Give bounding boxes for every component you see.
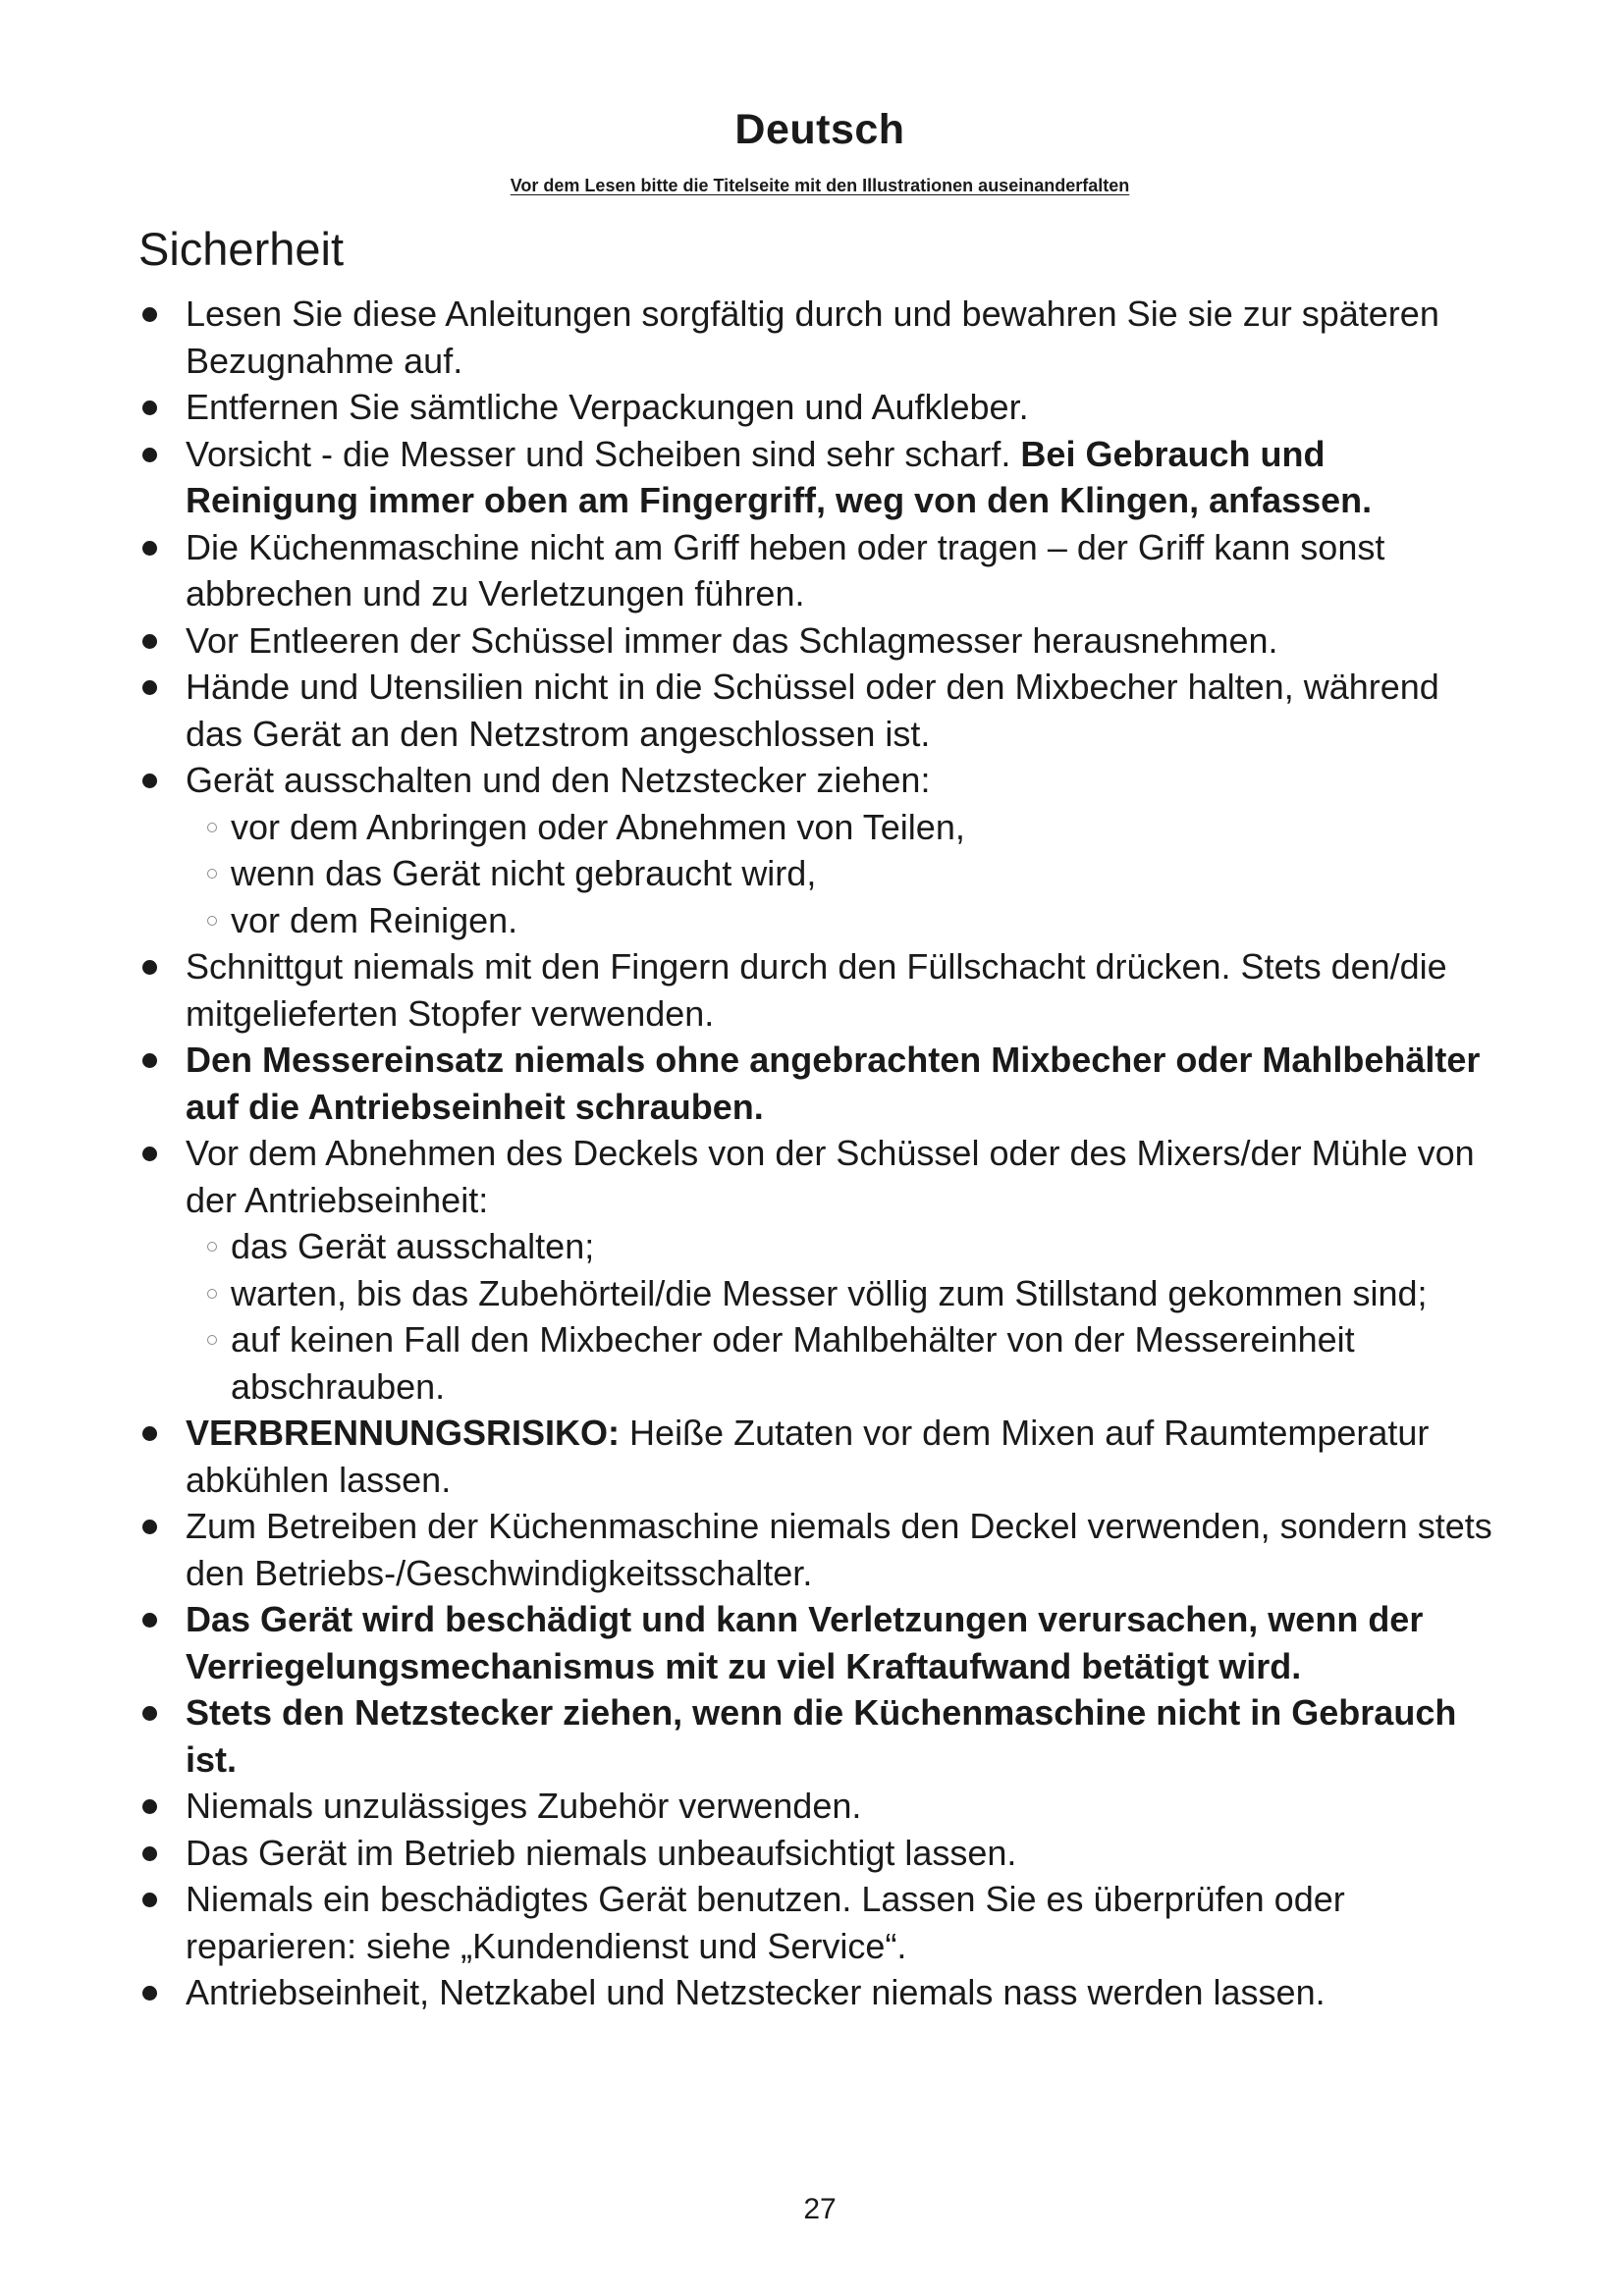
item-text: Zum Betreiben der Küchenmaschine niemals den Deckel verwenden, sondern stets den Betriebs-/Geschwindigkeitsschalter. <box>186 1506 1492 1593</box>
item-text: Niemals unzulässiges Zubehör verwenden. <box>186 1786 862 1826</box>
circle-bullet-icon <box>207 916 217 926</box>
item-bold-text: Den Messereinsatz niemals ohne angebrachten Mixbecher oder Mahlbehälter auf die Antriebseinheit schrauben. <box>186 1040 1481 1127</box>
circle-bullet-icon <box>207 1335 217 1345</box>
item-bold-text: Stets den Netzstecker ziehen, wenn die Küchenmaschine nicht in Gebrauch ist. <box>186 1692 1457 1780</box>
bullet-icon <box>142 1986 157 2001</box>
circle-bullet-icon <box>207 1242 217 1252</box>
item-text: Heiße Zutaten vor dem Mixen auf Raumtemperatur abkühlen lassen. <box>186 1413 1430 1500</box>
bullet-icon <box>142 634 157 649</box>
bullet-icon <box>142 1706 157 1721</box>
list-item <box>138 1689 1503 1783</box>
list-item <box>138 291 1503 384</box>
page-subtitle: Vor dem Lesen bitte die Titelseite mit den Illustrationen auseinanderfalten <box>510 176 1130 195</box>
safety-list <box>138 291 1503 2016</box>
bullet-icon <box>142 960 157 975</box>
bullet-icon <box>142 1846 157 1861</box>
bullet-icon <box>142 448 157 462</box>
page-title: Deutsch <box>734 106 905 153</box>
list-item <box>138 1830 1503 1877</box>
bullet-icon <box>142 1613 157 1628</box>
sub-list-item <box>186 1270 1503 1317</box>
circle-bullet-icon <box>207 823 217 832</box>
list-item <box>138 1130 1503 1410</box>
bullet-icon <box>142 1893 157 1907</box>
item-text: Vor dem Abnehmen des Deckels von der Schüssel oder des Mixers/der Mühle von der Antriebseinheit: <box>186 1133 1475 1220</box>
item-text: Niemals ein beschädigtes Gerät benutzen. Lassen Sie es überprüfen oder reparieren: siehe „Kundendienst und Service“. <box>186 1879 1345 1966</box>
bullet-icon <box>142 1799 157 1814</box>
sub-list-item <box>186 850 1503 897</box>
bullet-icon <box>142 774 157 788</box>
item-text: Schnittgut niemals mit den Fingern durch den Füllschacht drücken. Stets den/die mitgelieferten Stopfer verwenden. <box>186 946 1447 1034</box>
sub-item-text: wenn das Gerät nicht gebraucht wird, <box>231 853 817 893</box>
list-item <box>138 943 1503 1037</box>
item-text: Das Gerät im Betrieb niemals unbeaufsichtigt lassen. <box>186 1832 1017 1873</box>
sub-list-item <box>186 1316 1503 1410</box>
page-number: 27 <box>803 2193 837 2225</box>
list-item <box>138 1876 1503 1969</box>
item-text: Gerät ausschalten und den Netzstecker ziehen: <box>186 760 931 800</box>
item-bold-text: Das Gerät wird beschädigt und kann Verletzungen verursachen, wenn der Verriegelungsmechanismus mit zu viel Kraftaufwand betätigt wird. <box>186 1599 1424 1686</box>
item-text: Hände und Utensilien nicht in die Schüssel oder den Mixbecher halten, während das Gerät an den Netzstrom angeschlossen ist. <box>186 667 1439 754</box>
list-item <box>138 757 1503 943</box>
sub-list <box>186 1223 1503 1410</box>
bullet-icon <box>142 1520 157 1534</box>
circle-bullet-icon <box>207 1289 217 1299</box>
sub-item-text: das Gerät ausschalten; <box>231 1226 595 1266</box>
list-item <box>138 1503 1503 1596</box>
item-bold-text: VERBRENNUNGSRISIKO: <box>186 1413 630 1453</box>
sub-list <box>186 804 1503 944</box>
bullet-icon <box>142 307 157 322</box>
list-item <box>138 384 1503 431</box>
item-text: Vor Entleeren der Schüssel immer das Schlagmesser herausnehmen. <box>186 619 1278 661</box>
list-item <box>138 664 1503 757</box>
sub-item-text: warten, bis das Zubehörteil/die Messer völlig zum Stillstand gekommen sind; <box>231 1272 1428 1313</box>
list-item <box>138 431 1503 524</box>
sub-list-item <box>186 804 1503 851</box>
sub-item-text: vor dem Reinigen. <box>231 899 518 940</box>
section-heading: Sicherheit <box>138 223 344 275</box>
list-item <box>138 1969 1503 2016</box>
sub-list-item <box>186 1223 1503 1270</box>
bullet-icon <box>142 541 157 556</box>
item-text: Lesen Sie diese Anleitungen sorgfältig durch und bewahren Sie sie zur späteren Bezugnahme auf. <box>186 294 1439 381</box>
bullet-icon <box>142 680 157 695</box>
list-item <box>138 1037 1503 1130</box>
item-text: Antriebseinheit, Netzkabel und Netzstecker niemals nass werden lassen. <box>186 1972 1326 2012</box>
item-bold-text: Bei Gebrauch und Reinigung immer oben am Fingergriff, weg von den Klingen, anfassen. <box>186 433 1373 520</box>
item-text: Die Küchenmaschine nicht am Griff heben oder tragen – der Griff kann sonst abbrechen und zu Verletzungen führen. <box>186 526 1385 614</box>
list-item <box>138 617 1503 665</box>
bullet-icon <box>142 1053 157 1068</box>
bullet-icon <box>142 1147 157 1161</box>
list-item <box>138 1410 1503 1503</box>
sub-list-item <box>186 897 1503 944</box>
list-item <box>138 1783 1503 1830</box>
circle-bullet-icon <box>207 869 217 879</box>
sub-item-text: auf keinen Fall den Mixbecher oder Mahlbehälter von der Messereinheit abschrauben. <box>231 1319 1355 1407</box>
item-text: Vorsicht - die Messer und Scheiben sind sehr scharf. <box>186 433 1021 474</box>
sub-item-text: vor dem Anbringen oder Abnehmen von Teilen, <box>231 806 965 847</box>
list-item <box>138 524 1503 617</box>
bullet-icon <box>142 1426 157 1441</box>
list-item <box>138 1596 1503 1689</box>
bullet-icon <box>142 400 157 415</box>
item-text: Entfernen Sie sämtliche Verpackungen und Aufkleber. <box>186 387 1029 427</box>
